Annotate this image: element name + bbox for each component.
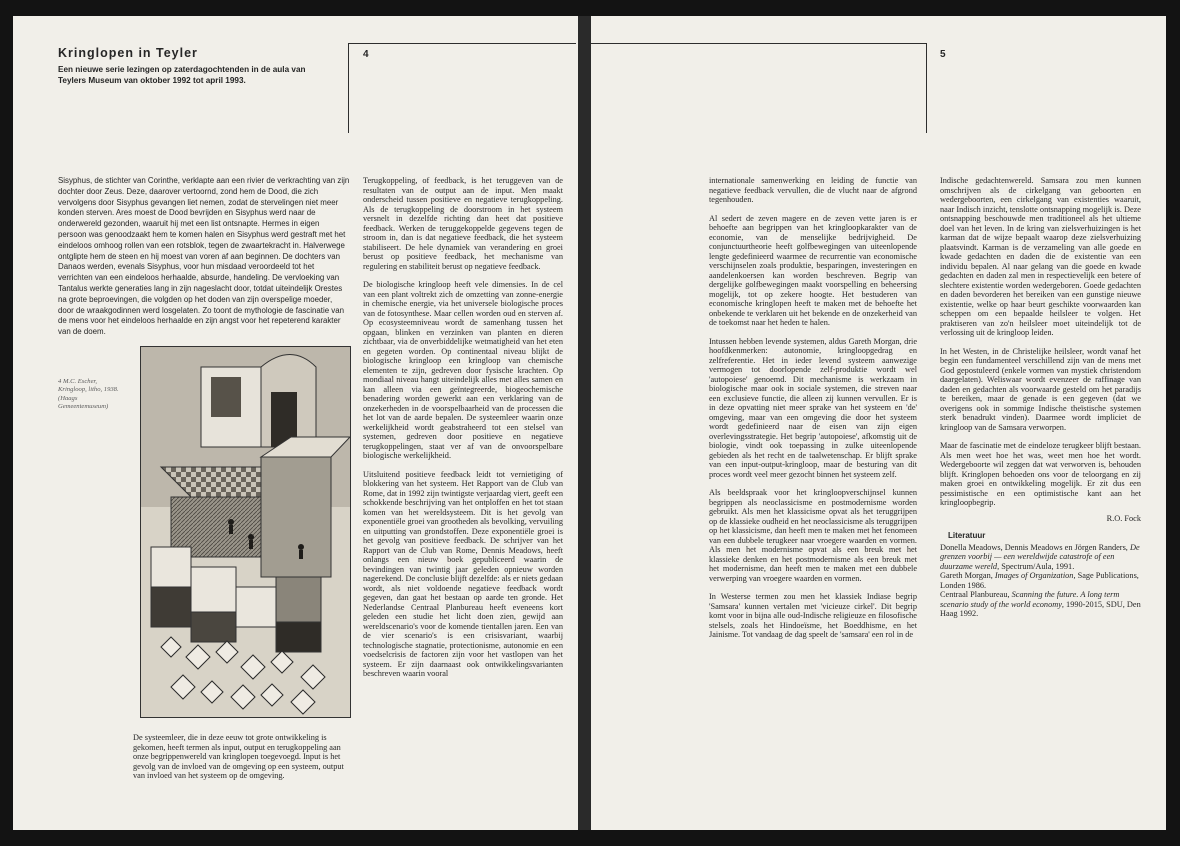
paragraph: Indische gedachtenwereld. Samsara zou men kunnen omschrijven als de cirkelgang van geboorten en wedergeboorten, een cirkelgang van existenties waaruit, naar Indisch inzicht, tenslotte ontsnapping mogelijk is. Deze ontsnapping beschouwde men traditioneel als het ultieme doel van het leven. In de kring van zielsverhuizingen is het karman dat de wijze bepaalt waarop deze zielsverhuizing plaatsvindt. Karman is de verzameling van alle goede en kwade gedachten en daden die de existentie van een individu bepalen. Al naar gelang van die goede en kwade gedachten en daden zal men in respectievelijk een betere of slechtere existentie worden wedergeboren. Goede gedachten en daden bevorderen het bereiken van een gunstige nieuwe existentie, welke op haar beurt geschikte voorwaarden kan scheppen om een bepaalde heilsleer te volgen. Het praktiseren van zo'n heilsleer moet uiteindelijk tot de verlossing uit de kringloop leiden.	[940, 176, 1141, 337]
paragraph: Terugkoppeling, of feedback, is het teruggeven van de resultaten van de output aan de input. Men maakt onderscheid tussen positieve en negatieve terugkoppeling. Als de terugkoppeling de doorstroom in het systeem versnelt in dezelfde richting dan heet dat positieve feedback. Werken de teruggekoppelde gegevens tegen de stroom in, dan is dat negatieve feedback, die het systeem stabiliseert. De hele dynamiek van verandering en groei berust op positieve feedback, het mechanisme van regulering en stabiliteit berust op negatieve feedback.	[363, 176, 563, 271]
escher-lithograph-illustration	[141, 347, 350, 717]
literature-list	[940, 543, 1141, 619]
page-number: 4	[363, 49, 369, 60]
literature-heading: Literatuur	[948, 531, 986, 540]
paragraph: De biologische kringloop heeft vele dimensies. In de cel van een plant voltrekt zich de omzetting van zonne-energie in chemische energie, via het universele biologische proces van de fotosynthese. Maar cellen worden oud en sterven af. Op ecosysteemniveau wordt de samenhang tussen het opgaan, blinken en verzinken van planten en dieren zichtbaar, via de onverbiddelijke wetmatigheid van het eten en gegeten worden. Op continentaal niveau blijkt de biologische kringloop een kringloop van chemische elementen te zijn, gedreven door fysische krachten. Op mondiaal niveau hangt uiteindelijk alles met alles samen en kan alleen via een geïntegreerde, biogeochemische benadering worden gewerkt aan een verklaring van de onzekerheden in de voorspelbaarheid van de processen die het lot van de aarde bepalen. De systeemleer waarin onze werkelijkheid wordt geabstraheerd tot een stelsel van systemen, gedreven door positieve en negatieve terugkoppelingen, staat ver af van de onvoorspelbare biologische werkelijkheid.	[363, 280, 563, 460]
right-page-column-2	[940, 176, 1141, 619]
page-number: 5	[940, 49, 946, 60]
author-signature: R.O. Fock	[1106, 513, 1141, 523]
paragraph: Intussen hebben levende systemen, aldus Gareth Morgan, drie hoofdkenmerken: autonomie, kringloopgedrag en zelfreferentie. Het in ieder levend systeem aanwezige vermogen tot doorlopende zelf-produktie wordt wel 'autopoiese' genoemd. Dit mechanisme is werkzaam in biologische maar ook in sociale systemen, die streven naar een exclusieve functie, die alleen zij kunnen vervullen. Er is in deze opvatting niet meer sprake van het systeem en 'de' omgeving, maar van een omgeving die door het systeem wordt gedefinieerd naar de eisen van zijn eigen overlevingsstrategie. Het begrip 'autopoiese', afkomstig uit de biologie, vindt ook toepassing in zulke uiteenlopende gebieden als het recht en de taalwetenschap. Er blijft sprake van een input-output-kringloop, maar de besturing van dit proces wordt veel meer gezocht binnen het systeem zelf.	[709, 336, 917, 479]
escher-kringloop-image	[140, 346, 351, 718]
paragraph: Al sedert de zeven magere en de zeven vette jaren is er behoefte aan begrippen van het kringloopkarakter van de economie, van de menselijke bedrijvigheid. De conjunctuurtheorie heeft golfbewegingen van uiteenlopende lengte gedefinieerd waarmee de recurrentie van economische verschijnselen zoals produktie, besparingen, investeringen en aandelenkoersen kan worden beschreven. Begrip van dergelijke golfbewegingen maakt voorspelling en beheersing mogelijk, tot op zekere hoogte. Het bestuderen van economische kringlopen heeft te maken met de behoefte het onbekende te verklaren uit het bekende en de onzekerheid van de toekomst naar het heden te halen.	[709, 213, 917, 327]
header-divider-horizontal	[591, 43, 926, 44]
article-subtitle: Een nieuwe serie lezingen op zaterdagochtenden in de aula van Teylers Museum van oktober 1992 tot april 1993.	[58, 65, 306, 85]
left-page	[13, 16, 578, 830]
paragraph: Als beeldspraak voor het kringloopverschijnsel kunnen begrippen als neoclassicisme en postmodernisme worden gebruikt. Als men het klassicisme opvat als het teruggrijpen op de klassieke oudheid en het neoclassicisme als teruggrijpen op het klassicisme, dan heeft men te maken met het fenomeen van een dubbele terugkeer naar vroegere waarden en vormen. Als men het modernisme opvat als een breuk met het klassieke denken en het postmodernisme als een breuk met het modernisme, dan heeft men te maken met een dubbele verwerping van vroegere waarden en vormen.	[709, 488, 917, 583]
literature-item: Gareth Morgan, Images of Organization, Sage Publications, Londen 1986.	[940, 571, 1139, 590]
literature-item: Centraal Planbureau, Scanning the future. A long term scenario study of the world economy, 1990-2015, SDU, Den Haag 1992.	[940, 590, 1141, 618]
left-column-bottom-text: De systeemleer, die in deze eeuw tot grote ontwikkeling is gekomen, heeft termen als input, output en terugkoppeling aan onze begrippenwereld van kringlopen toegevoegd. Input is het gevolg van de invloed van de omgeving op een systeem, output van invloed van het systeem op de omgeving.	[133, 733, 344, 780]
paragraph: Uitsluitend positieve feedback leidt tot vernietiging of blokkering van het systeem. Het Rapport van de Club van Rome, dat in 1992 zijn twintigste verjaardag viert, geeft een schokkende beschrijving van het ontploffen en het tot staan komen van het wereldsysteem. Dit is het gevolg van exponentiële groei van grootheden als bevolking, vervuiling en uitputting van grondstoffen. Deze exponentiële groei is het gevolg van positieve feedback. De schrijver van het Rapport van de Club van Rome, Dennis Meadows, heeft onlangs een nieuw boek gepubliceerd waarin de bevindingen van twintig jaar geleden opnieuw worden nagerekend. De conclusie blijft dezelfde: als er niets gedaan wordt, als niet voldoende negatieve feedback wordt gegeven, dan gaat het bestaan op aarde ten gronde. Het Nederlandse Centraal Planbureau heeft eveneens kort geleden een studie het licht doen zien, gewijd aan wereldscenario's voor de komende tientallen jaren. Een van de vier scenario's is een crisisvariant, waarbij technologische stagnatie, protectionisme, autonomie en een voedselcrisis de factoren zijn voor het vastlopen van het systeem. Er zijn daarnaast ook ontwikkelingsvarianten beschreven waarin vooral	[363, 469, 563, 678]
right-page-column-1	[709, 176, 917, 640]
right-page	[591, 16, 1166, 830]
paragraph: In het Westen, in de Christelijke heilsleer, wordt vanaf het begin een fundamenteel verschillend zijn van de mens met God gepostuleerd (enkele vormen van mystiek christendom daargelaten). Weliswaar wordt evenzeer de raffinage van daden en gedachten als voorwaarde gesteld om het paradijs te bereiken, maar de genade is een gegeven (dat we overigens ook in sommige Indische theïstische systemen sterk benadrukt vinden). Daarmee wordt impliciet de kringloop van de Samsara verworpen.	[940, 346, 1141, 432]
header-divider-horizontal	[348, 43, 576, 44]
article-title: Kringlopen in Teyler	[58, 46, 198, 60]
left-page-column-2	[363, 176, 563, 679]
literature-item: Donella Meadows, Dennis Meadows en Jörgen Randers, De grenzen voorbij — een wereldwijde catastrofe of een duurzame wereld, Spectrum/Aula, 1991.	[940, 542, 1140, 571]
paragraph: Maar de fascinatie met de eindeloze terugkeer blijft bestaan. Als men weet hoe het was, weet men hoe het wordt. Wedergeboorte wil zeggen dat wat verworven is, behouden blijft. Kringlopen behoeden ons voor de teloorgang en zij maken groei en ontwikkeling mogelijk. Er zit dus een pessimistische en een optimistische kant aan het kringloopbegrip.	[940, 441, 1141, 507]
header-divider-vertical	[348, 43, 349, 133]
header-divider-vertical	[926, 43, 927, 133]
paragraph: internationale samenwerking en leiding de functie van negatieve feedback vervullen, die de vlucht naar de afgrond tegenhouden.	[709, 176, 917, 204]
paragraph: In Westerse termen zou men het klassiek Indiase begrip 'Samsara' kunnen vertalen met 'vicieuze cirkel'. Dit begrip komt voor in bijna alle oud-Indische religieuze en filosofische stelsels, zoals het Hindoeïsme, het Boeddhisme, en het Jainisme. Tot vandaag de dag speelt de 'samsara' een rol in de	[709, 592, 917, 639]
intro-paragraph: Sisyphus, de stichter van Corinthe, verklapte aan een rivier de verkrachting van zijn dochter door Zeus. Deze, daarover vertoornd, zond hem de Dood, die zich vervolgens door Sisyphus gevangen liet nemen, zodat de stervelingen niet meer konden sterven. Ares moest de Dood bevrijden en Sisyphus werd naar de onderwereld gezonden, waaruit hij met een list ontsnapte. Hermes in eigen persoon was genoodzaakt hem te komen halen en Sisyphus werd gestraft met het eindeloos omhoog rollen van een rotsblok, tegen de zwaartekracht in. Halverwege ontglipte hem de steen en hij moest van voren af aan beginnen. De dochters van Danaos werden, evenals Sisyphus, voor hun misdaad veroordeeld tot het verrichten van een eindeloos herhaalde, absurde, handeling. De vervloeking van Tantalus werkte generaties lang in zijn nageslacht door, totdat uiteindelijk Orestes na grote beproevingen, die volgden op het doden van zijn overspelige moeder, door de wraakgodinnen werd losgelaten. Zo toont de mythologie de fascinatie van de mens voor het eindeloos herhaalde en zijn angst voor het repeterend karakter van de doem.	[58, 176, 350, 337]
book-gutter	[578, 16, 591, 830]
figure-caption: 4 M.C. Escher, Kringloop, litho, 1938. (Haags Gemeentemuseum)	[58, 378, 119, 411]
